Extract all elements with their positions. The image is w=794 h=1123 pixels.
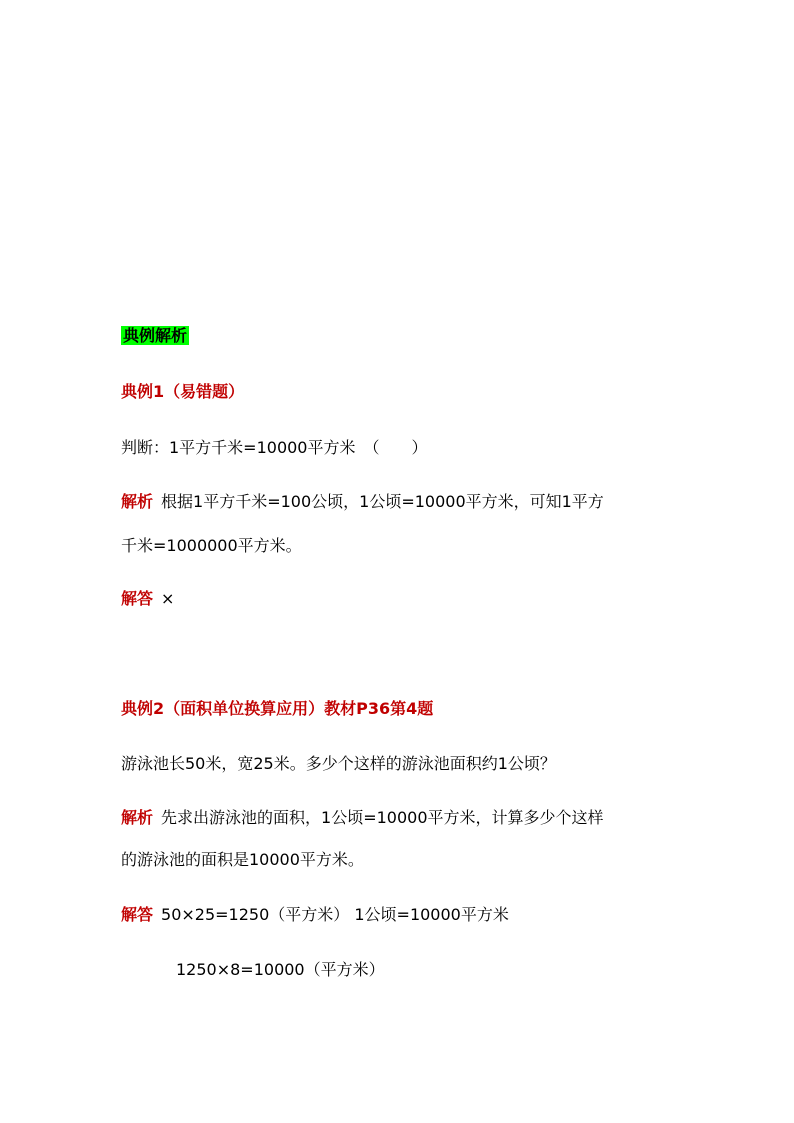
example2-answer-continued: 1250×8=10000（平方米） — [176, 960, 385, 979]
answer-text: 50×25=1250（平方米） 1公顷=10000平方米 — [161, 905, 509, 924]
analysis-text: 先求出游泳池的面积，1公顷=10000平方米，计算多少个这样 — [161, 808, 604, 827]
example2-analysis — [121, 806, 604, 830]
example1-answer — [121, 587, 174, 611]
example1-question: 判断：1平方千米=10000平方米 （ ） — [121, 438, 428, 457]
example1-analysis — [121, 490, 604, 514]
analysis-label: 解析 — [121, 808, 154, 827]
analysis-label: 解析 — [121, 492, 154, 511]
example2-question: 游泳池长50米，宽25米。多少个这样的游泳池面积约1公顷？ — [121, 754, 556, 773]
example1-analysis-continued: 千米=1000000平方米。 — [121, 536, 302, 555]
example1-title: 典例1（易错题） — [121, 382, 245, 401]
analysis-text: 根据1平方千米=100公顷，1公顷=10000平方米，可知1平方 — [161, 492, 604, 511]
section-heading-line — [121, 324, 189, 348]
example2-answer — [121, 903, 509, 927]
section-heading: 典例解析 — [123, 326, 188, 345]
example2-analysis-continued: 的游泳池的面积是10000平方米。 — [121, 850, 364, 869]
answer-label: 解答 — [121, 589, 154, 608]
example2-title: 典例2（面积单位换算应用）教材P36第4题 — [121, 699, 434, 718]
answer-label: 解答 — [121, 905, 154, 924]
answer-text: × — [161, 589, 175, 608]
